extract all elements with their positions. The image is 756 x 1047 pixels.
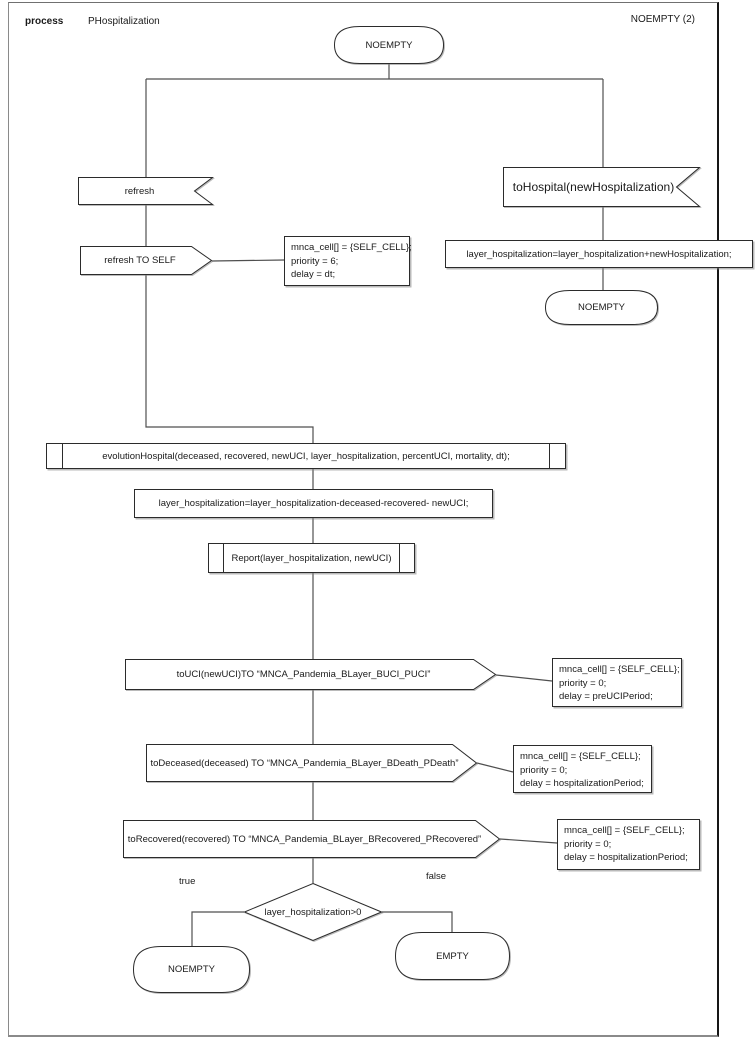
state-true-branch-label: NOEMPTY [168, 964, 215, 975]
state-false-branch-label: EMPTY [436, 950, 469, 962]
output-signal-to-uci-label: toUCI(newUCI)TO “MNCA_Pandemia_BLayer_BUCI_PUCI” [176, 669, 431, 680]
output-signal-to-uci[interactable] [125, 659, 496, 690]
process-name: PHospitalization [88, 16, 160, 27]
branch-false-label: false [426, 871, 447, 882]
task-update-hospitalization-label: layer_hospitalization=layer_hospitalization-deceased-recovered- newUCI; [158, 498, 469, 509]
procedure-bar-right [399, 544, 400, 572]
state-start-label: NOEMPTY [365, 39, 413, 51]
state-after-hospital[interactable] [545, 290, 658, 325]
procedure-bar-left [62, 444, 63, 468]
comment-line: mnca_cell[] = {SELF_CELL}; [564, 825, 685, 836]
output-signal-refresh-self-label: refresh TO SELF [104, 255, 176, 266]
procedure-evolution-hospital[interactable] [46, 443, 566, 469]
comment-line: delay = dt; [291, 269, 336, 280]
input-signal-refresh-label: refresh [124, 185, 155, 197]
diagram-kind-label: process [25, 16, 64, 27]
procedure-bar-left [223, 544, 224, 572]
state-false-branch[interactable] [395, 932, 510, 980]
procedure-evolution-hospital-label: evolutionHospital(deceased, recovered, newUCI, layer_hospitalization, percentUCI, mortality, dt); [102, 450, 510, 462]
decision-condition-label: layer_hospitalization>0 [264, 906, 362, 918]
comment-line: delay = hospitalizationPeriod; [564, 852, 688, 863]
input-signal-to-hospital-label: toHospital(newHospitalization) [512, 180, 675, 194]
comment-line: delay = preUCIPeriod; [559, 691, 653, 702]
procedure-report-label: Report(layer_hospitalization, newUCI) [231, 552, 392, 564]
branch-true-label: true [179, 876, 196, 887]
comment-to-deceased[interactable] [513, 745, 652, 793]
comment-line: priority = 0; [564, 838, 612, 850]
procedure-bar-right [549, 444, 550, 468]
comment-line: priority = 0; [559, 677, 607, 689]
comment-to-uci[interactable] [552, 658, 682, 707]
output-signal-to-recovered[interactable] [123, 820, 500, 858]
input-signal-to-hospital[interactable] [503, 167, 700, 207]
decision-layer-hospitalization[interactable] [244, 883, 382, 941]
state-start[interactable] [334, 26, 444, 64]
comment-line: priority = 0; [520, 764, 568, 776]
input-signal-refresh[interactable] [78, 177, 213, 205]
output-signal-refresh-self[interactable] [80, 246, 212, 275]
state-true-branch[interactable] [133, 946, 250, 993]
comment-line: mnca_cell[] = {SELF_CELL}; [520, 751, 641, 762]
procedure-report[interactable] [208, 543, 415, 573]
comment-line: delay = hospitalizationPeriod; [520, 778, 644, 789]
comment-line: priority = 6; [291, 255, 339, 267]
task-add-hospitalization[interactable] [445, 240, 753, 268]
comment-line: mnca_cell[] = {SELF_CELL}; [291, 242, 412, 253]
task-add-hospitalization-label: layer_hospitalization=layer_hospitalization+newHospitalization; [466, 248, 732, 260]
task-update-hospitalization[interactable] [134, 489, 493, 518]
comment-refresh-self[interactable] [284, 236, 410, 286]
output-signal-to-deceased-label: toDeceased(deceased) TO “MNCA_Pandemia_BLayer_BDeath_PDeath” [150, 757, 459, 769]
comment-to-recovered[interactable] [557, 819, 700, 870]
state-after-hospital-label: NOEMPTY [578, 302, 625, 313]
output-signal-to-deceased[interactable] [146, 744, 477, 782]
comment-line: mnca_cell[] = {SELF_CELL}; [559, 664, 680, 675]
page-label: NOEMPTY (2) [630, 14, 695, 25]
output-signal-to-recovered-label: toRecovered(recovered) TO “MNCA_Pandemia_BLayer_BRecovered_PRecovered” [127, 833, 482, 845]
